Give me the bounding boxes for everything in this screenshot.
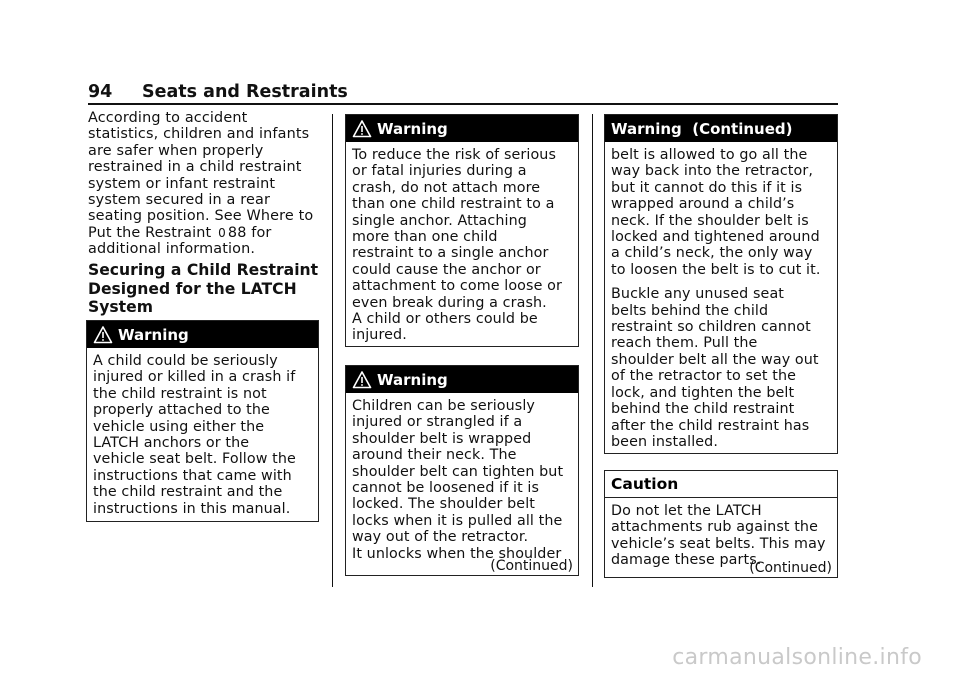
text-line: system secured in a rear — [88, 192, 271, 209]
text-line: properly attached to the — [93, 402, 270, 419]
text-line: been installed. — [611, 433, 718, 450]
paragraph — [611, 147, 831, 278]
text-line: single anchor. Attaching — [352, 212, 527, 229]
text-line: damage these parts. — [611, 552, 762, 569]
text-line: but it cannot do this if it is — [611, 179, 803, 196]
caution-title: Caution — [611, 475, 679, 493]
text-line: Buckle any unused seat — [611, 286, 785, 303]
text-line: a child’s neck, the only way — [611, 245, 813, 262]
text-line: belt is allowed to go all the — [611, 147, 808, 163]
warning-body — [87, 348, 318, 517]
heading-line: Designed for the LATCH — [88, 279, 297, 298]
intro-paragraph — [88, 110, 328, 258]
text-line: cannot be loosened if it is — [352, 480, 540, 497]
text-line: the child restraint is not — [93, 385, 267, 402]
text-line: system or infant restraint — [88, 175, 276, 192]
text-line: To reduce the risk of serious — [352, 147, 556, 163]
text-line: A child or others could be — [352, 311, 538, 328]
text-line: vehicle’s seat belts. This may — [611, 535, 826, 552]
text-line: A child could be seriously — [93, 353, 278, 369]
page-reference-icon: 0 — [218, 225, 226, 240]
text-line: to loosen the belt is to cut it. — [611, 261, 821, 278]
warning-title: Warning — [377, 119, 448, 138]
column-divider — [332, 114, 333, 587]
subsection-heading — [88, 261, 328, 317]
text-line: injured. — [352, 327, 407, 344]
warning-body — [346, 142, 578, 344]
text-line: locked and tightened around — [611, 229, 820, 246]
text-line: injured or strangled if a — [352, 414, 523, 431]
text-line: wrapped around a child’s — [611, 196, 795, 213]
text-line: neck. If the shoulder belt is — [611, 212, 809, 229]
warning-header — [346, 115, 578, 142]
warning-title: Warning (Continued) — [611, 119, 793, 138]
text-line: lock, and tighten the belt — [611, 384, 795, 401]
warning-header — [346, 366, 578, 393]
caution-header — [605, 471, 837, 498]
text-line: the child restraint and the — [93, 484, 283, 501]
text-line: belts behind the child — [611, 302, 769, 319]
warning-box — [345, 114, 579, 347]
warning-header — [605, 115, 837, 142]
caution-box — [604, 470, 838, 578]
warning-title: Warning — [377, 370, 448, 389]
text-line: seating position. See Where to — [88, 208, 314, 225]
text-line: additional information. — [88, 241, 256, 258]
text-line: According to accident — [88, 110, 248, 126]
text-line: than one child restraint to a — [352, 196, 555, 213]
warning-body — [346, 393, 578, 562]
text-line: vehicle using either the — [93, 418, 265, 435]
text-line: after the child restraint has — [611, 417, 810, 434]
text-line: statistics, children and infants — [88, 126, 310, 143]
warning-box — [345, 365, 579, 576]
text-line: attachments rub against the — [611, 519, 818, 536]
text-line: LATCH anchors or the — [93, 435, 250, 452]
warning-header — [87, 321, 318, 348]
text-line: attachment to come loose or — [352, 278, 562, 295]
text-line: even break during a crash. — [352, 294, 547, 311]
warning-triangle-icon — [352, 119, 372, 139]
text-line: restraint to a single anchor — [352, 245, 549, 262]
text-line: It unlocks when the shoulder — [352, 545, 562, 562]
text-line: Children can be seriously — [352, 398, 535, 414]
watermark: carmanualsonline.info — [672, 645, 922, 670]
heading-line: Securing a Child Restraint — [88, 261, 319, 279]
warning-triangle-icon — [352, 370, 372, 390]
text-line: restrained in a child restraint — [88, 159, 302, 176]
text-line: locks when it is pulled all the — [352, 512, 563, 529]
page-number: 94 — [88, 82, 113, 102]
text-line: restraint so children cannot — [611, 319, 811, 336]
continued-label: (Continued) — [490, 558, 573, 574]
xref-link[interactable]: Put the Restraint — [88, 224, 212, 241]
warning-continued-box — [604, 114, 838, 454]
text-line: behind the child restraint — [611, 401, 795, 418]
text-line: could cause the anchor or — [352, 261, 541, 278]
text-line: crash, do not attach more — [352, 179, 541, 196]
header-rule — [88, 103, 838, 105]
text-line: of the retractor to set the — [611, 368, 797, 385]
xref-line — [88, 225, 328, 241]
warning-title: Warning — [118, 325, 189, 344]
warning-body — [605, 142, 837, 450]
xref-page: 88 for — [227, 224, 272, 241]
text-line: way back into the retractor, — [611, 163, 813, 180]
text-line: are safer when properly — [88, 142, 264, 159]
text-line: Do not let the LATCH — [611, 503, 762, 519]
text-line: way out of the retractor. — [352, 529, 529, 546]
section-title: Seats and Restraints — [142, 82, 348, 102]
caution-body — [605, 498, 837, 569]
text-line: shoulder belt can tighten but — [352, 463, 564, 480]
text-line: vehicle seat belt. Follow the — [93, 451, 296, 468]
warning-box — [86, 320, 319, 522]
text-line: or fatal injuries during a — [352, 163, 527, 180]
text-line: shoulder belt is wrapped — [352, 430, 532, 447]
text-line: locked. The shoulder belt — [352, 496, 535, 513]
continued-label: (Continued) — [749, 560, 832, 576]
text-line: shoulder belt all the way out — [611, 351, 819, 368]
text-line: injured or killed in a crash if — [93, 369, 296, 386]
page-header — [88, 82, 838, 104]
heading-line: System — [88, 298, 153, 316]
text-line: instructions that came with — [93, 467, 292, 484]
paragraph — [611, 286, 831, 450]
text-line: more than one child — [352, 229, 498, 246]
text-line: around their neck. The — [352, 447, 517, 464]
warning-triangle-icon — [93, 325, 113, 345]
text-line: reach them. Pull the — [611, 335, 758, 352]
column-divider — [592, 114, 593, 587]
text-line: instructions in this manual. — [93, 500, 291, 517]
